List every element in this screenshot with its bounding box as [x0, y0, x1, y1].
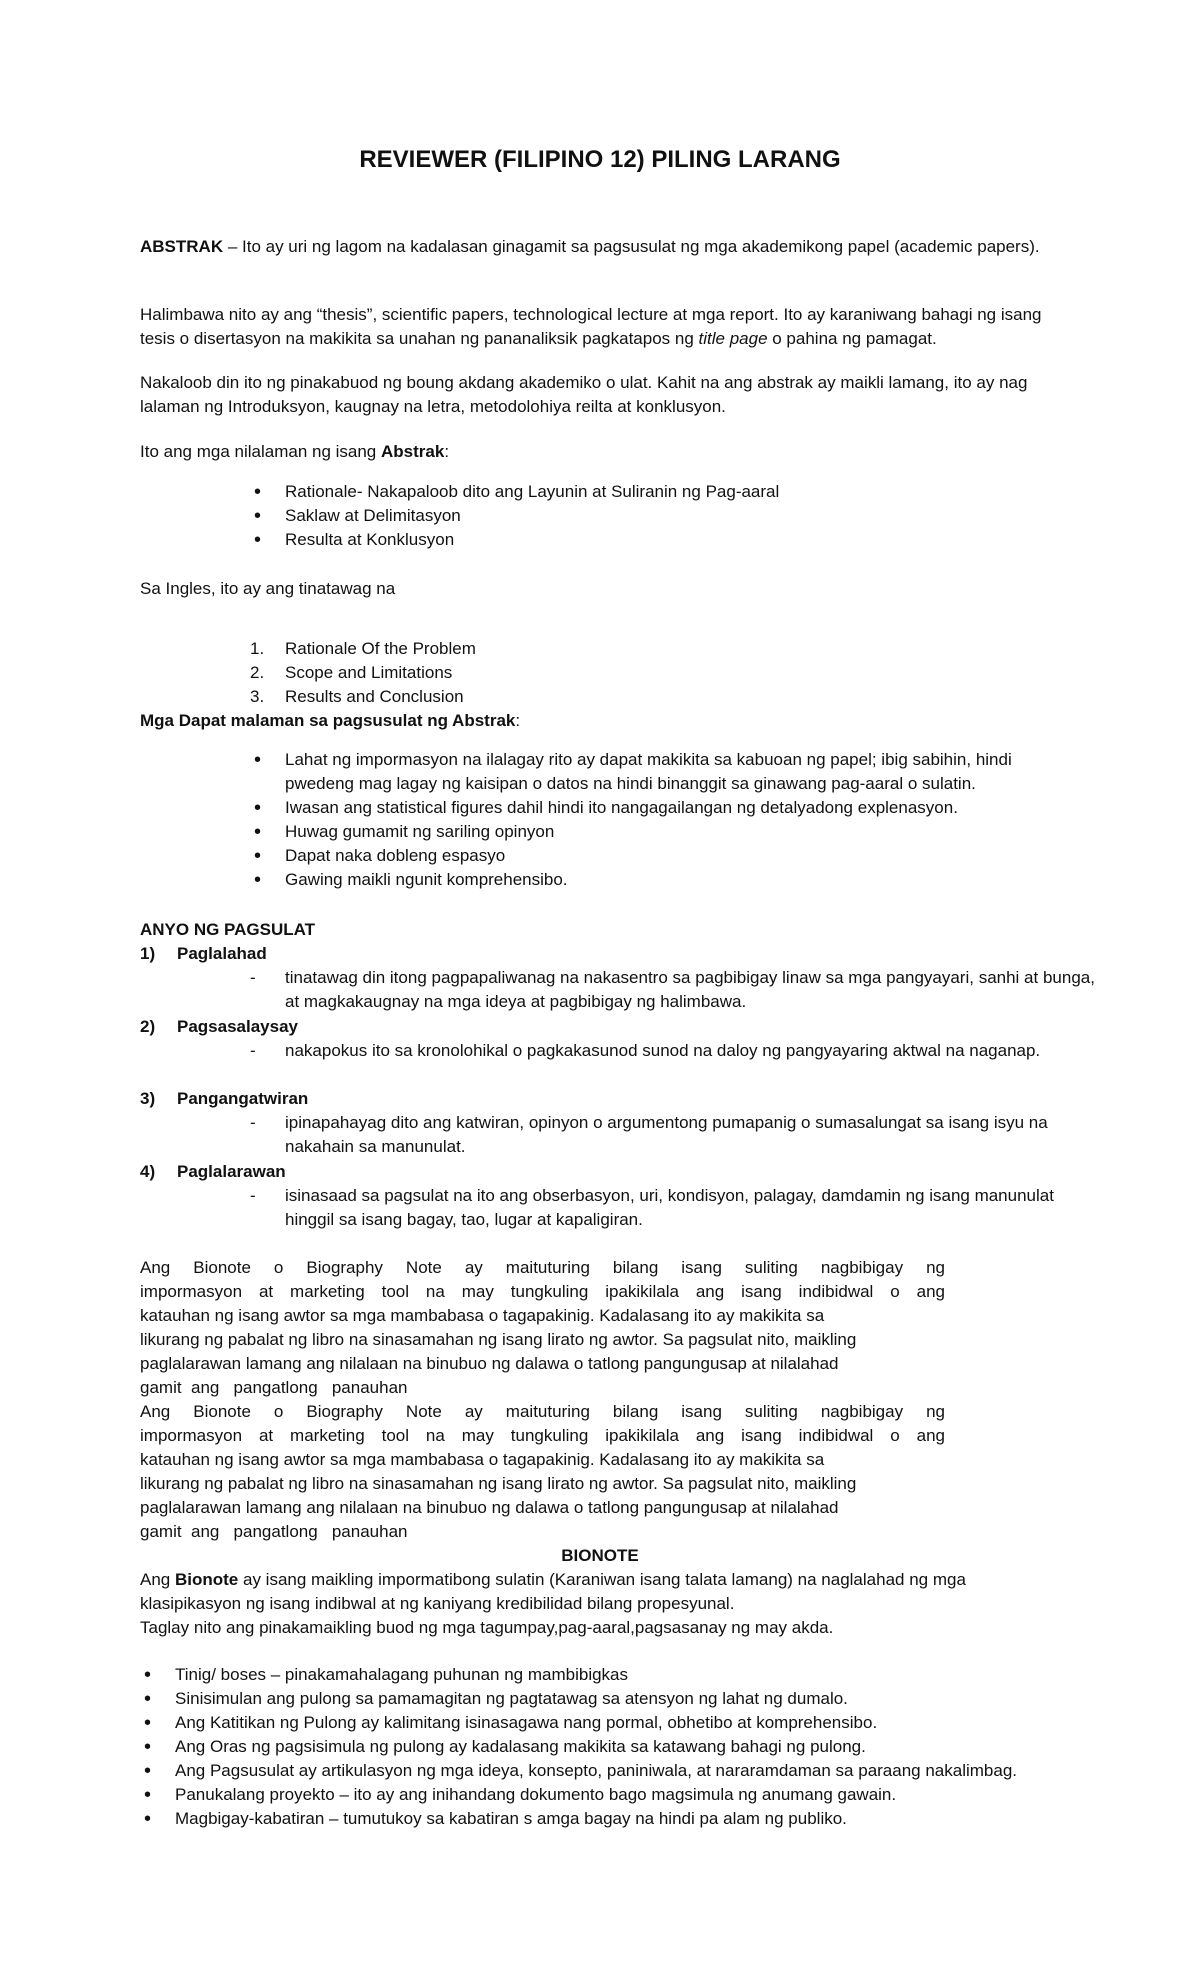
dapat-list	[250, 748, 1065, 892]
bionote-paragraph-repeat	[140, 1400, 945, 1544]
list-item: • Huwag gumamit ng sariling opinyon	[250, 820, 1065, 844]
anyo-desc: nakapokus ito sa kronolohikal o pagkakasunod sunod na daloy ng pangyayaring aktwal na naganap.	[285, 1041, 1041, 1060]
bionote-line: impormasyon at marketing tool na may tungkuling ipakikilala ang isang indibidwal o ang	[140, 1282, 945, 1301]
anyo-item-heading	[140, 1087, 308, 1111]
list-item: • Ang Katitikan ng Pulong ay kalimitang isinasagawa nang pormal, obhetibo at komprehensibo.	[140, 1711, 1100, 1735]
abstrak-contents-intro	[140, 440, 1065, 464]
bionote-taglay: Taglay nito ang pinakamaikling buod ng mga tagumpay,pag-aaral,pagsasanay ng may akda.	[140, 1618, 834, 1637]
bionote-line: likurang ng pabalat ng libro na sinasamahan ng isang lirato ng awtor. Sa pagsulat nito, maikling	[140, 1474, 857, 1493]
dash-marker: -	[250, 1041, 256, 1060]
dash-marker: -	[250, 968, 256, 987]
bionote-line: paglalarawan lamang ang nilalaan na binubuo ng dalawa o tatlong pangungusap at nilalahad	[140, 1498, 839, 1517]
bionote-def-a: Ang	[140, 1570, 175, 1589]
abstrak-contents-list	[250, 480, 1065, 552]
abstrak-example-italic: title page	[698, 329, 768, 348]
anyo-number: 2)	[140, 1017, 156, 1036]
contents-intro-colon: :	[444, 442, 450, 461]
abstrak-definition-text: – Ito ay uri ng lagom na kadalasan ginagamit sa pagsusulat ng mga akademikong papel (academic papers).	[223, 237, 1040, 256]
anyo-name: Paglalarawan	[177, 1162, 286, 1181]
dash-marker: -	[250, 1186, 256, 1205]
anyo-item-description	[250, 1039, 1100, 1063]
list-item	[250, 661, 1065, 685]
bionote-line: katauhan ng isang awtor sa mga mambabasa o tagapakinig. Kadalasang ito ay makikita sa	[140, 1306, 825, 1325]
bionote-line: katauhan ng isang awtor sa mga mambabasa o tagapakinig. Kadalasang ito ay makikita sa	[140, 1450, 825, 1469]
list-number: 1.	[250, 639, 265, 658]
list-item: • Sinisimulan ang pulong sa pamamagitan ng pagtatawag sa atensyon ng lahat ng dumalo.	[140, 1687, 1100, 1711]
anyo-number: 4)	[140, 1162, 156, 1181]
dash-marker: -	[250, 1113, 256, 1132]
english-list	[250, 637, 1065, 709]
list-text: Rationale Of the Problem	[285, 639, 476, 658]
abstrak-example-text-b: o pahina ng pamagat.	[767, 329, 937, 348]
anyo-item-heading	[140, 1015, 298, 1039]
bionote-line: paglalarawan lamang ang nilalaan na binubuo ng dalawa o tatlong pangungusap at nilalahad	[140, 1354, 839, 1373]
anyo-heading: ANYO NG PAGSULAT	[140, 920, 316, 939]
list-number: 3.	[250, 687, 265, 706]
abstrak-term: ABSTRAK	[140, 237, 224, 256]
anyo-name: Pangangatwiran	[177, 1089, 309, 1108]
abstrak-definition	[140, 235, 1065, 259]
dapat-heading-text: Mga Dapat malaman sa pagsusulat ng Abstrak	[140, 711, 516, 730]
list-item: • Ang Pagsusulat ay artikulasyon ng mga ideya, konsepto, paniniwala, at nararamdaman sa paraang nakalimbag.	[140, 1759, 1100, 1783]
contents-intro-text: Ito ang mga nilalaman ng isang	[140, 442, 381, 461]
anyo-number: 3)	[140, 1089, 156, 1108]
bionote-line: gamit ang pangatlong panauhan	[140, 1378, 408, 1397]
abstrak-content-paragraph: Nakaloob din ito ng pinakabuod ng boung akdang akademiko o ulat. Kahit na ang abstrak ay maikli lamang, ito ay nag lalaman ng Introduksyon, kaugnay na letra, metodolohiya reilta at konklusyon.	[140, 373, 1028, 416]
contents-intro-bold: Abstrak	[381, 442, 445, 461]
bionote-paragraph	[140, 1256, 945, 1400]
bionote-line: likurang ng pabalat ng libro na sinasamahan ng isang lirato ng awtor. Sa pagsulat nito, maikling	[140, 1330, 857, 1349]
bionote-heading: BIONOTE	[561, 1546, 639, 1565]
list-text: Scope and Limitations	[285, 663, 453, 682]
bionote-line: Ang Bionote o Biography Note ay maituturing bilang isang suliting nagbibigay ng	[140, 1258, 945, 1277]
anyo-desc: ipinapahayag dito ang katwiran, opinyon o argumentong pumapanig o sumasalungat sa isang isyu na nakahain sa manunulat.	[285, 1113, 1048, 1156]
list-item: • Saklaw at Delimitasyon	[250, 504, 1065, 528]
bionote-line: impormasyon at marketing tool na may tungkuling ipakikilala ang isang indibidwal o ang	[140, 1426, 945, 1445]
list-item	[250, 637, 1065, 661]
anyo-item-description	[250, 966, 1100, 1014]
list-item: • Magbigay-kabatiran – tumutukoy sa kabatiran s amga bagay na hindi pa alam ng publiko.	[140, 1807, 1100, 1831]
bionote-def-b: ay isang maikling impormatibong sulatin (Karaniwan isang talata lamang) na naglalahad ng mga klasipikasyon ng isang indibwal at ng kaniyang kredibilidad bilang propesyunal.	[140, 1570, 966, 1613]
anyo-name: Pagsasalaysay	[177, 1017, 298, 1036]
list-item: • Tinig/ boses – pinakamahalagang puhunan ng mambibigkas	[140, 1663, 1100, 1687]
page-title: REVIEWER (FILIPINO 12) PILING LARANG	[359, 146, 841, 173]
anyo-desc: tinatawag din itong pagpapaliwanag na nakasentro sa pagbibigay linaw sa mga pangyayari, sanhi at bunga, at magkakaugnay na mga ideya at pagbibigay ng halimbawa.	[285, 968, 1095, 1011]
list-text: Results and Conclusion	[285, 687, 464, 706]
anyo-item-description	[250, 1184, 1100, 1232]
list-item: • Panukalang proyekto – ito ay ang inihandang dokumento bago magsimula ng anumang gawain.	[140, 1783, 1100, 1807]
list-item: • Gawing maikli ngunit komprehensibo.	[250, 868, 1065, 892]
anyo-item-heading	[140, 942, 267, 966]
abstrak-example-text-a: Halimbawa nito ay ang “thesis”, scientific papers, technological lecture at mga report. Ito ay karaniwang bahagi ng isang tesis o disertasyon na makikita sa unahan ng pananaliksik pagkatapos ng	[140, 305, 1042, 348]
list-item: • Iwasan ang statistical figures dahil hindi ito nangagailangan ng detalyadong explenasyon.	[250, 796, 1065, 820]
bionote-line: Ang Bionote o Biography Note ay maituturing bilang isang suliting nagbibigay ng	[140, 1402, 945, 1421]
list-item: • Lahat ng impormasyon na ilalagay rito ay dapat makikita sa kabuoan ng papel; ibig sabihin, hindi pwedeng mag lagay ng kaisipan o datos na hindi binanggit sa ginawang pag-aaral o sulatin.	[250, 748, 1065, 796]
list-item: • Ang Oras ng pagsisimula ng pulong ay kadalasang makikita sa katawang bahagi ng pulong.	[140, 1735, 1100, 1759]
anyo-number: 1)	[140, 944, 156, 963]
dapat-heading	[140, 709, 1065, 733]
bionote-line: gamit ang pangatlong panauhan	[140, 1522, 408, 1541]
anyo-item-heading	[140, 1160, 286, 1184]
list-number: 2.	[250, 663, 265, 682]
list-item: • Resulta at Konklusyon	[250, 528, 1065, 552]
list-item: • Dapat naka dobleng espasyo	[250, 844, 1065, 868]
anyo-item-description	[250, 1111, 1100, 1159]
bionote-definition	[140, 1568, 1065, 1616]
abstrak-example-paragraph	[140, 303, 1065, 351]
bionote-list	[140, 1663, 1100, 1831]
anyo-name: Paglalahad	[177, 944, 267, 963]
anyo-desc: isinasaad sa pagsulat na ito ang obserbasyon, uri, kondisyon, palagay, damdamin ng isang manunulat hinggil sa isang bagay, tao, lugar at kapaligiran.	[285, 1186, 1054, 1229]
english-intro: Sa Ingles, ito ay ang tinatawag na	[140, 579, 396, 598]
list-item: • Rationale- Nakapaloob dito ang Layunin at Suliranin ng Pag-aaral	[250, 480, 1065, 504]
bionote-def-bold: Bionote	[174, 1570, 239, 1589]
dapat-heading-colon: :	[515, 711, 521, 730]
list-item	[250, 685, 1065, 709]
